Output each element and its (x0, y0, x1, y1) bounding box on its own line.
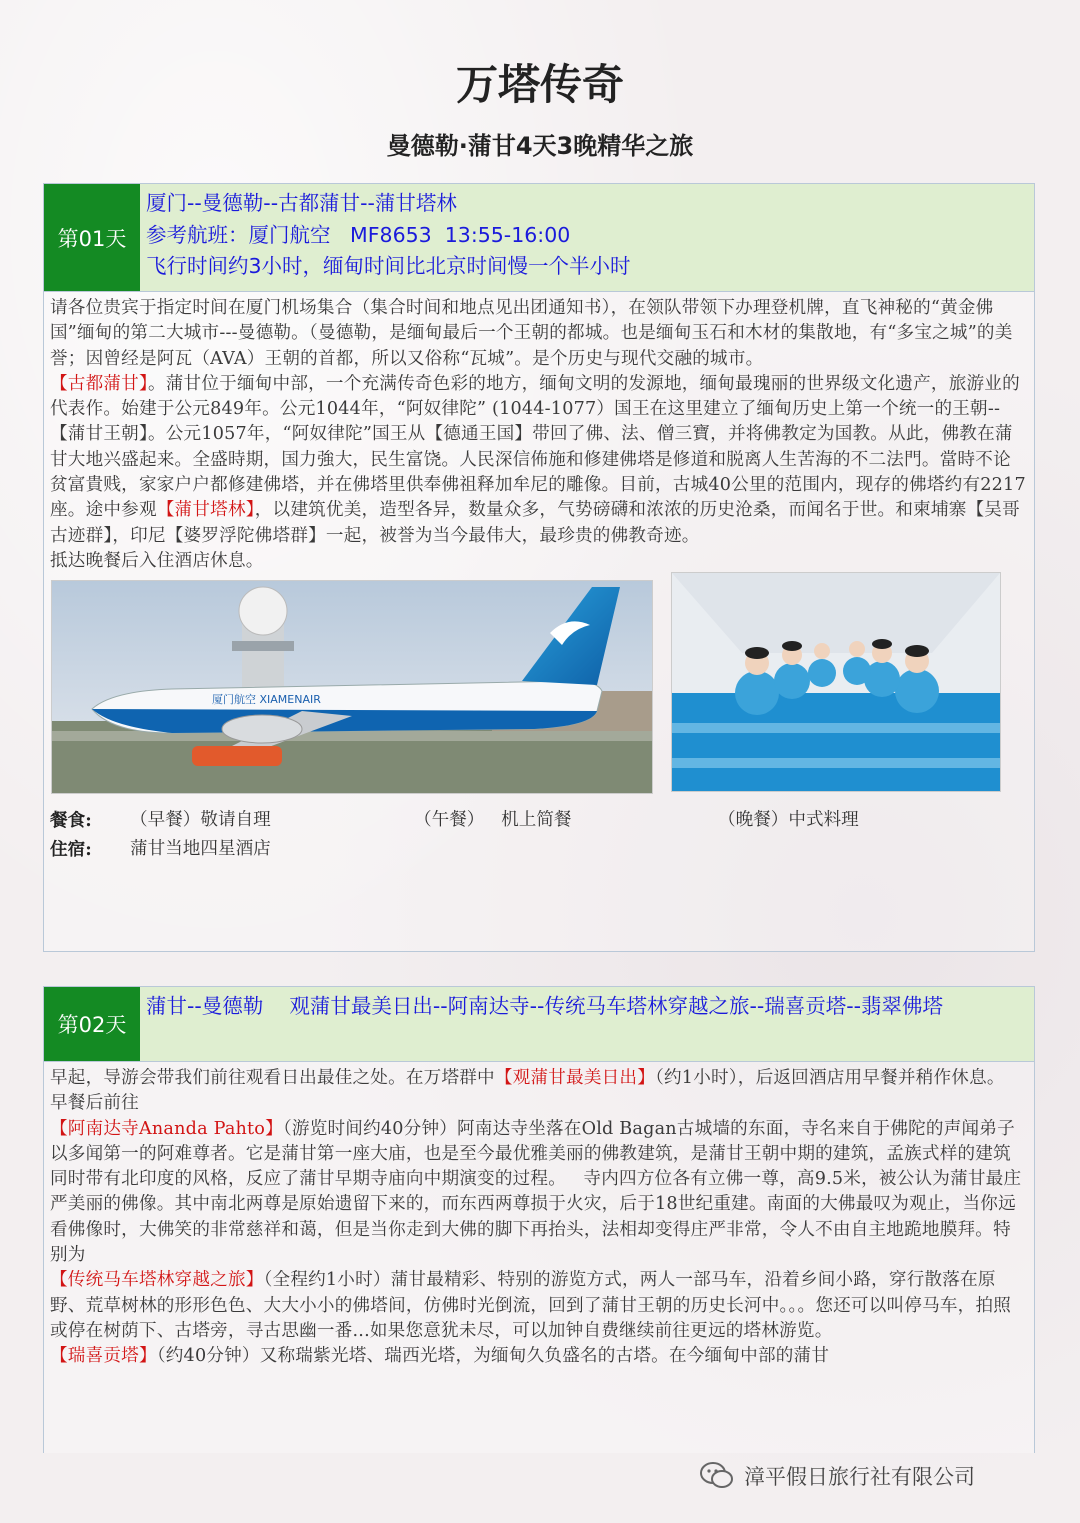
day-2-header (44, 987, 1034, 1062)
day-1-paragraph-2: 【古都蒲甘】。蒲甘位于缅甸中部，一个充满传奇色彩的地方，缅甸文明的发源地，缅甸最瑰丽的世界级文化遗产，旅游业的代表作。始建于公元849年。公元1044年，“阿奴律陀” (1044-1077）国王在这里建立了缅甸历史上第一个统一的王朝--【蒲甘王朝】。公元1057年，“阿奴律陀”国王从【德通王国】带回了佛、法、僧三寶，并将佛教定为国教。从此，佛教在蒲甘大地兴盛起来。全盛時期，国力強大，民生富饶。人民深信佈施和修建佛塔是修道和脱离人生苦海的不二法門。當時不论贫富貴贱，家家户户都修建佛塔，并在佛塔里供奉佛祖释加牟尼的雕像。目前，古城40公里的范围内，现存的佛塔约有2217座。途中参观【蒲甘塔林】，以建筑优美，造型各异，数量众多，气势磅礴和浓浓的历史沧桑，而闻名于世。和柬埔寨【吴哥古迹群】，印尼【婆罗浮陀佛塔群】一起，被誉为当今最伟大，最珍贵的佛教奇迹。 (50, 373, 1026, 546)
airline-logo-text: 厦门航空 XIAMENAIR (212, 693, 321, 707)
day-2-paragraph-5: 【瑞喜贡塔】（约40分钟）又称瑞紫光塔、瑞西光塔，为缅甸久负盛名的古塔。在今缅甸中部的蒲甘 (50, 1346, 830, 1367)
hotel-row (50, 835, 1028, 864)
day-2-body (44, 1062, 1034, 1370)
highlight-sunrise: 【观蒲甘最美日出】 (494, 1068, 656, 1088)
day-1-paragraph-1: 请各位贵宾于指定时间在厦门机场集合（集合时间和地点见出团通知书），在领队带领下办理登机牌，直飞神秘的“黄金佛国”缅甸的第二大城市---曼德勒。（曼德勒，是缅甸最后一个王朝的都城。也是缅甸玉石和木材的集散地，有“多宝之城”的美誉；因曾经是阿瓦（AVA）王朝的首都，所以又俗称“瓦城”。是个历史与现代交融的城市。 (50, 298, 1013, 369)
day-1-photos (44, 580, 1034, 806)
lunch: （午餐） 机上简餐 (414, 810, 572, 831)
day-2-paragraph-2: 早餐后前往 (50, 1093, 139, 1114)
highlight-carriage: 【传统马车塔林穿越之旅】 (50, 1270, 264, 1291)
day-1-paragraph-3: 抵达晚餐后入住酒店休息。 (50, 550, 264, 571)
wechat-icon (700, 1461, 734, 1491)
airplane-photo (51, 580, 653, 794)
day-1-label: 第01天 (44, 184, 140, 291)
page-subtitle: 曼德勒·蒲甘4天3晚精华之旅 (386, 132, 694, 160)
day-1-body (44, 292, 1034, 574)
day-2-section (43, 986, 1035, 1453)
hotel-label: 住宿: (50, 839, 92, 861)
account-watermark (700, 1458, 1060, 1494)
hotel: 蒲甘当地四星酒店 (130, 839, 271, 860)
highlight-bagan: 【古都蒲甘】 (50, 373, 148, 394)
highlight-ananda: 【阿南达寺Ananda Pahto】 (50, 1118, 283, 1139)
watermark-text: 漳平假日旅行社有限公司 (744, 1465, 975, 1489)
day-1-flight-time: 飞行时间约3小时，缅甸时间比北京时间慢一个半小时 (146, 254, 631, 278)
day-2-paragraph-3: 【阿南达寺Ananda Pahto】（游览时间约40分钟）阿南达寺坐落在Old Bagan古城墙的东面，寺名来自于佛陀的声闻弟子以多闻第一的阿难尊者。它是蒲甘第一座大庙，也是至今最优雅美丽的佛教建筑，是蒲甘王朝中期的建筑，孟族式样的建筑同时带有北印度的风格，反应了蒲甘早期寺庙向中期演变的过程。 寺内四方位各有立佛一尊，高9.5米，被公认为蒲甘最庄严美丽的佛像。其中南北两尊是原始遗留下来的，而东西两尊损于火灾，后于18世纪重建。南面的大佛最叹为观止，当你远看佛像时，大佛笑的非常慈祥和蔼，但是当你走到大佛的脚下再抬头，法相却变得庄严非常，令人不由自主地跪地膜拜。特别为 (50, 1118, 1022, 1266)
day-2-paragraph-1: 早起，导游会带我们前往观看日出最佳之处。在万塔群中【观蒲甘最美日出】（约1小时），后返回酒店用早餐并稍作休息。 (50, 1068, 1005, 1088)
day-1-itinerary (140, 184, 1034, 291)
day-1-route: 厦门--曼德勒--古都蒲甘--蒲甘塔林 (146, 191, 457, 215)
meals-row (50, 806, 1028, 835)
airplane-illustration (52, 581, 652, 793)
day-1-section (43, 183, 1035, 952)
highlight-bagan-pagodas: 【蒲甘塔林】 (156, 500, 255, 521)
day-2-itinerary: 蒲甘--曼德勒 观蒲甘最美日出--阿南达寺--传统马车塔林穿越之旅--瑞喜贡塔--翡翠佛塔 (140, 987, 1034, 1061)
day-2-paragraph-4: 【传统马车塔林穿越之旅】（全程约1小时）蒲甘最精彩、特别的游览方式，两人一部马车，沿着乡间小路，穿行散落在原野、荒草树林的形形色色、大大小小的佛塔间，仿佛时光倒流，回到了蒲甘王朝的历史长河中。。。您还可以叫停马车，拍照或停在树荫下、古塔旁，寻古思幽一番...如果您意犹未尽，可以加钟自费继续前往更远的塔林游览。 (50, 1270, 1012, 1341)
day-1-meals (44, 806, 1034, 868)
day-1-header (44, 184, 1034, 292)
day-1-flight: 参考航班：厦门航空 MF8653 13:55-16:00 (146, 222, 571, 247)
cabin-illustration (672, 573, 1000, 791)
page-title: 万塔传奇 (455, 60, 624, 109)
breakfast: （早餐）敬请自理 (130, 810, 271, 831)
dinner: （晚餐）中式料理 (718, 810, 859, 831)
cabin-crew-photo (671, 572, 1001, 792)
day-2-label: 第02天 (44, 987, 140, 1061)
meals-label: 餐食: (50, 810, 92, 832)
highlight-shwezigon: 【瑞喜贡塔】 (50, 1346, 157, 1367)
